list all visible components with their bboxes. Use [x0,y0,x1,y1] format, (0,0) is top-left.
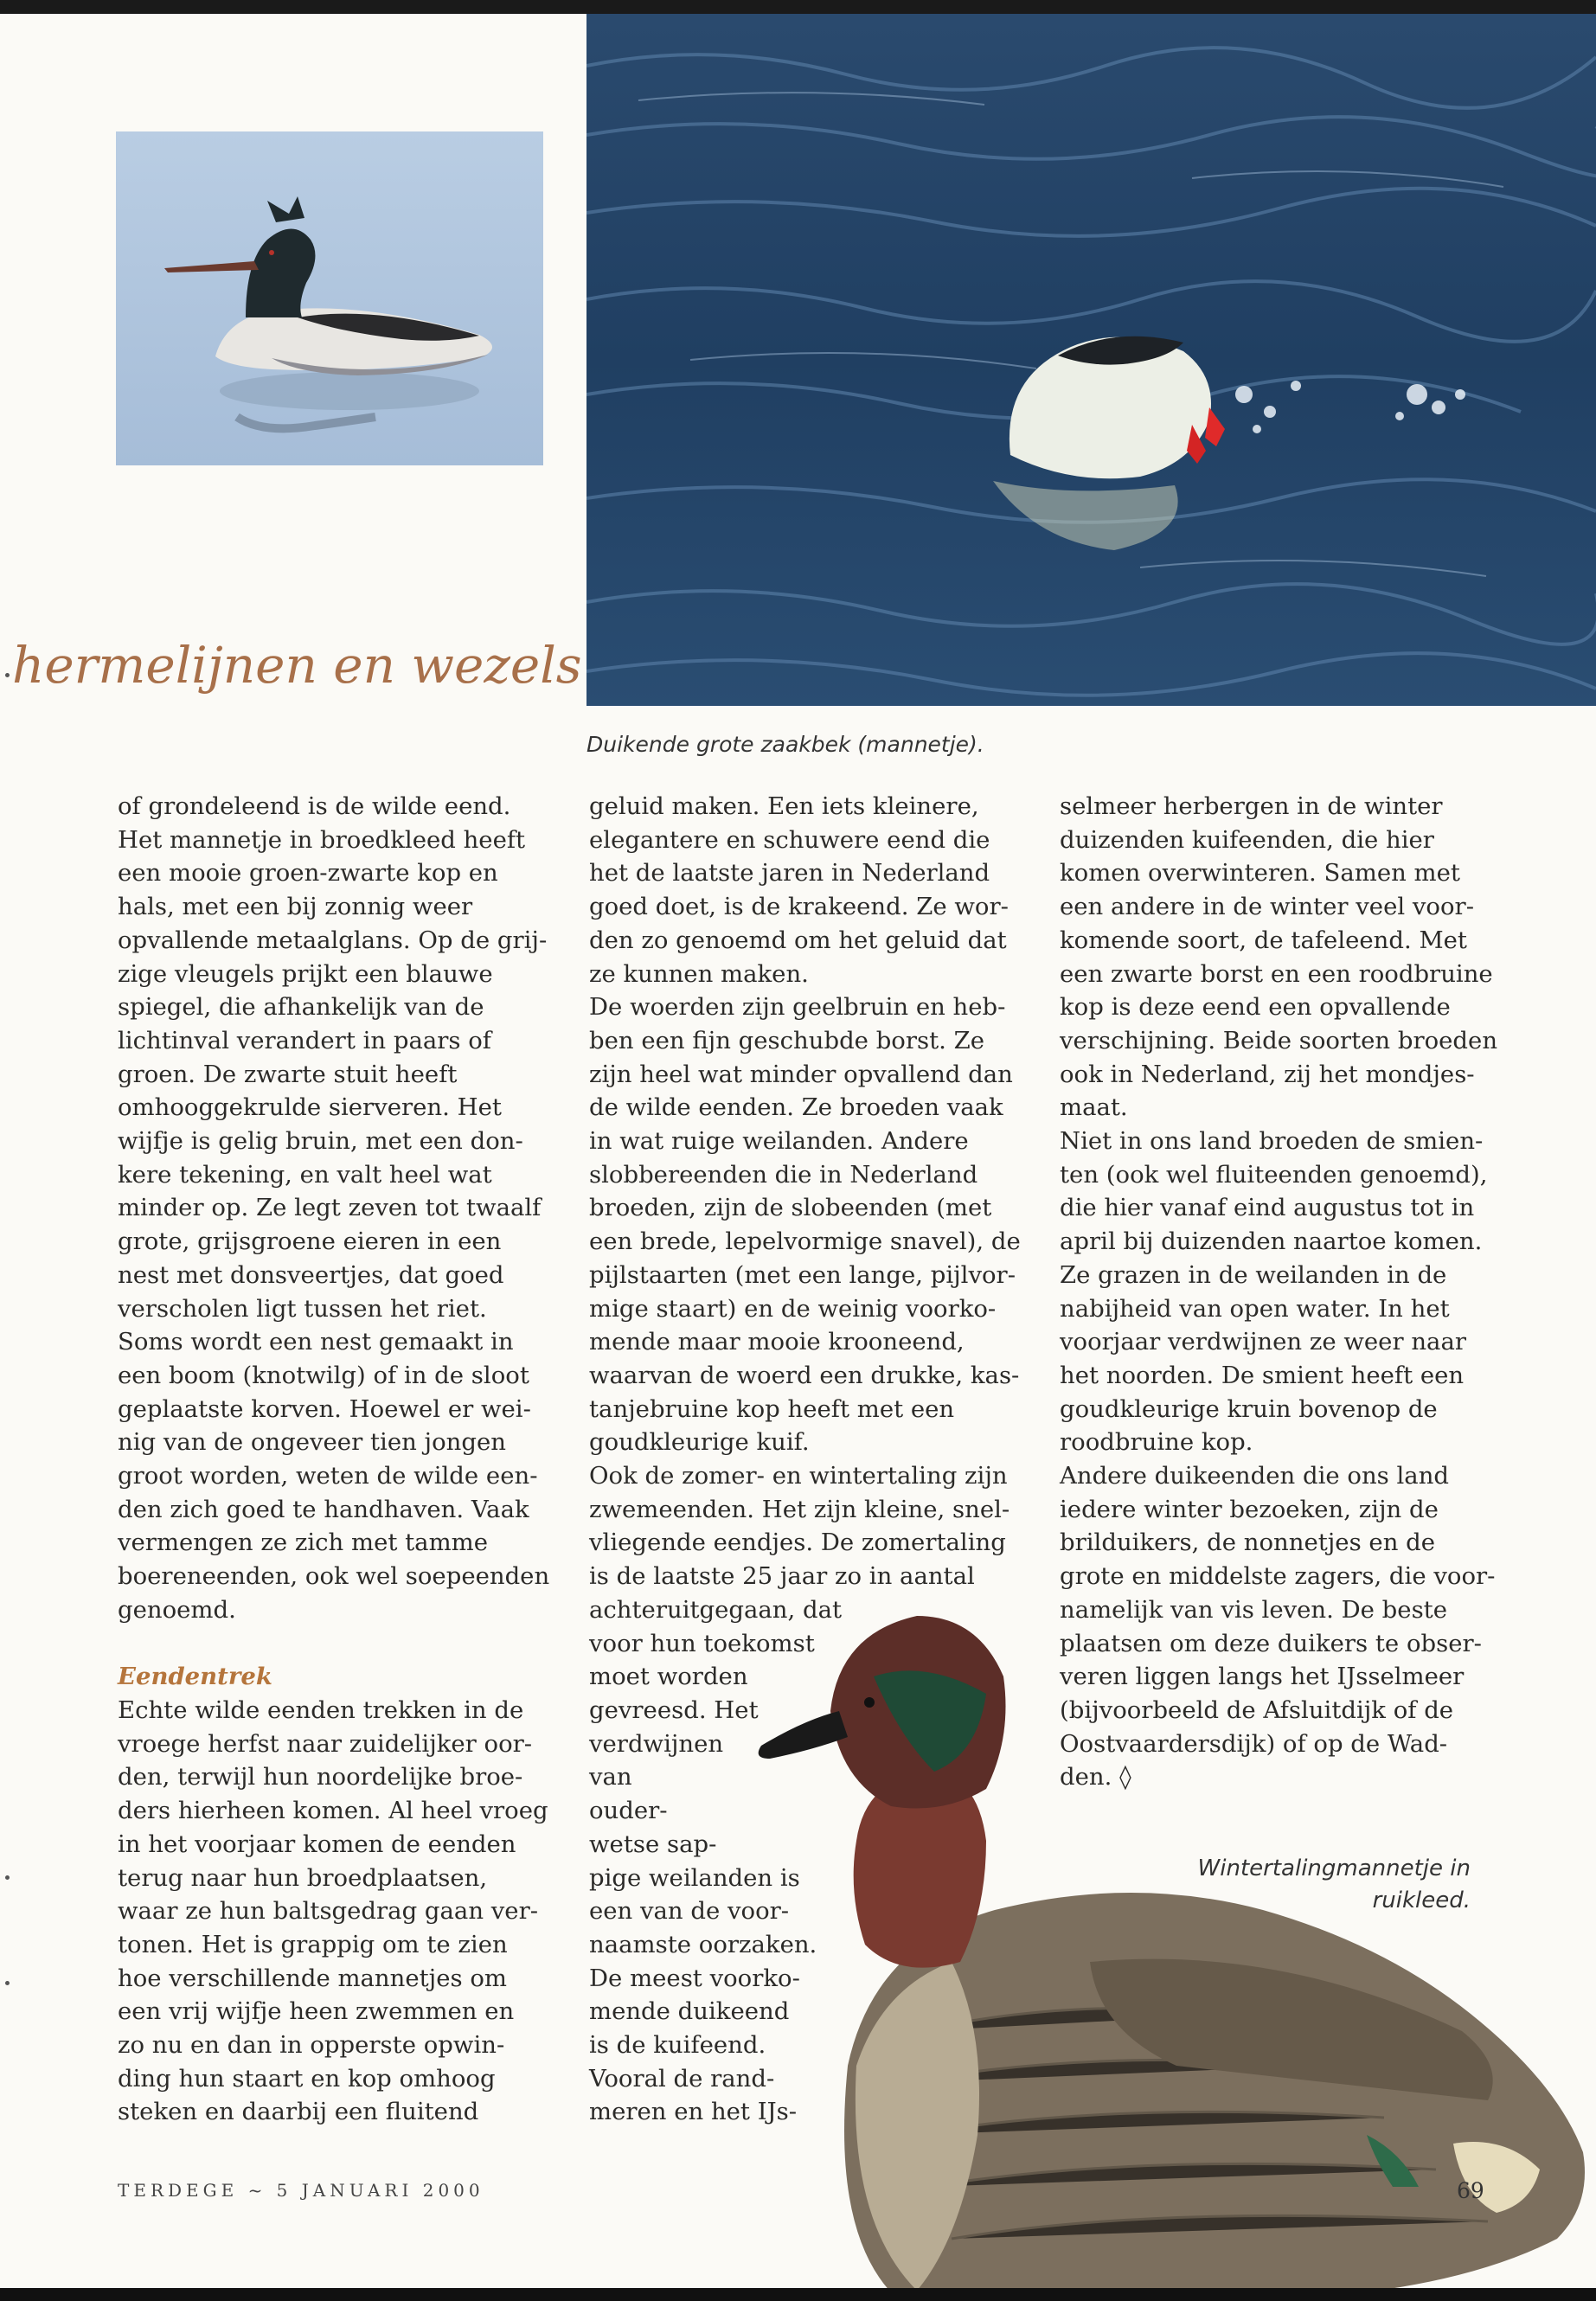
text-line: pige weilanden is [589,1863,800,1892]
text-line: den. ◊ [1060,1763,1131,1791]
text-line: terug naar hun broedplaatsen, [118,1863,488,1892]
text-line: een boom (knotwilg) of in de sloot [118,1361,529,1389]
text-line: roodbruine kop. [1060,1428,1253,1457]
text-line: nig van de ongeveer tien jongen [118,1428,506,1457]
text-line: duizenden kuifeenden, die hier [1060,825,1434,854]
text-line: hoe verschillende mannetjes om [118,1964,507,1992]
text-line: ouder- [589,1797,668,1825]
text-line: ders hierheen komen. Al heel vroeg [118,1797,548,1825]
text-line: een andere in de winter veel voor- [1060,893,1474,921]
margin-mark [5,1981,10,1985]
text-line: ze kunnen maken. [589,959,809,988]
text-line: in wat ruige weilanden. Andere [589,1127,969,1156]
text-line: grote en middelste zagers, die voor- [1060,1562,1496,1591]
text-line: een zwarte borst en een roodbruine [1060,959,1493,988]
text-line: nabijheid van open water. In het [1060,1294,1450,1323]
text-line: mende maar mooie krooneend, [589,1328,965,1356]
text-line: mige staart) en de weinig voorko- [589,1294,997,1323]
text-line: Andere duikeenden die ons land [1060,1462,1450,1490]
text-line: zo nu en dan in opperste opwin- [118,2031,505,2060]
text-line: den zich goed te handhaven. Vaak [118,1495,529,1523]
text-line: het de laatste jaren in Nederland [589,859,990,888]
text-line: komende soort, de tafeleend. Met [1060,926,1467,954]
spacer [118,1627,550,1661]
text-line: waarvan de woerd een drukke, kas- [589,1361,1020,1389]
text-column-2 [589,790,1039,2129]
margin-mark [5,1875,10,1880]
page-number: 69 [1457,2178,1484,2203]
text-line: in het voorjaar komen de eenden [118,1830,516,1858]
text-line: een brede, lepelvormige snavel), de [589,1227,1021,1256]
text-line: brilduikers, de nonnetjes en de [1060,1529,1436,1557]
text-line: broeden, zijn de slobeenden (met [589,1194,992,1222]
text-column-3 [1060,790,1509,1794]
text-line: een mooie groen-zwarte kop en [118,859,498,888]
text-line: goed doet, is de krakeend. Ze wor- [589,893,1009,921]
photo-caption-top: Duikende grote zaakbek (mannetje). [586,732,984,757]
text-column-1 [118,790,550,2129]
text-line: zijn heel wat minder opvallend dan [589,1060,1013,1088]
text-line: nest met donsveertjes, dat goed [118,1260,504,1289]
diving-merganser-photo [586,14,1596,706]
text-line: plaatsen om deze duikers te obser- [1060,1629,1482,1657]
text-line: geplaatste korven. Hoewel er wei- [118,1394,531,1423]
text-line: opvallende metaalglans. Op de grij- [118,926,548,954]
text-line: verscholen ligt tussen het riet. [118,1294,487,1323]
merganser-photo [116,131,543,465]
caption-line: Wintertalingmannetje in [1197,1856,1471,1881]
text-line: moet worden [589,1663,748,1691]
text-line: goudkleurige kuif. [589,1428,810,1457]
text-line: vliegende eendjes. De zomertaling [589,1529,1006,1557]
text-line: De meest voorko- [589,1964,800,1992]
text-line: vroege herfst naar zuidelijker oor- [118,1729,533,1758]
caption-line: ruikleed. [1372,1888,1471,1913]
subheading: Eendentrek [118,1663,272,1691]
text-line: maat. [1060,1093,1128,1122]
text-line: gevreesd. Het [589,1695,759,1724]
text-line: den zo genoemd om het geluid dat [589,926,1007,954]
text-line: Ze grazen in de weilanden in de [1060,1260,1447,1289]
text-line: van [589,1763,632,1791]
photo-caption-teal [1125,1853,1471,1917]
text-line: is de kuifeend. [589,2031,766,2060]
text-line: geluid maken. Een iets kleinere, [589,792,979,820]
text-line: waar ze hun baltsgedrag gaan ver- [118,1897,539,1926]
text-line: spiegel, die afhankelijk van de [118,993,484,1022]
text-line: Soms wordt een nest gemaakt in [118,1328,514,1356]
text-line: grote, grijsgroene eieren in een [118,1227,502,1256]
text-line: komen overwinteren. Samen met [1060,859,1460,888]
text-line: tonen. Het is grappig om te zien [118,1930,508,1958]
text-line: Ook de zomer- en wintertaling zijn [589,1462,1008,1490]
text-line: Het mannetje in broedkleed heeft [118,825,526,854]
text-line: slobbereenden die in Nederland [589,1160,978,1189]
text-line: Niet in ons land broeden de smien- [1060,1127,1484,1156]
text-line: goudkleurige kruin bovenop de [1060,1394,1438,1423]
text-line: De woerden zijn geelbruin en heb- [589,993,1006,1022]
text-line: minder op. Ze legt zeven tot twaalf [118,1194,542,1222]
text-line: omhooggekrulde sierveren. Het [118,1093,502,1122]
text-line: den, terwijl hun noordelijke broe- [118,1763,523,1791]
text-line: Vooral de rand- [589,2064,775,2093]
text-line: het noorden. De smient heeft een [1060,1361,1465,1389]
text-line: die hier vanaf eind augustus tot in [1060,1194,1475,1222]
text-line: hals, met een bij zonnig weer [118,893,473,921]
text-line: de wilde eenden. Ze broeden vaak [589,1093,1003,1122]
text-line: is de laatste 25 jaar zo in aantal [589,1562,975,1591]
text-line: steken en daarbij een fluitend [118,2098,479,2126]
text-line: lichtinval verandert in paars of [118,1026,491,1054]
top-edge [0,0,1596,14]
text-line: een van de voor- [589,1897,790,1926]
text-line: achteruitgegaan, dat [589,1595,843,1624]
text-line: boereneenden, ook wel soepeenden [118,1562,550,1591]
text-line: genoemd. [118,1595,236,1624]
margin-mark [5,673,10,677]
text-line: voorjaar verdwijnen ze weer naar [1060,1328,1466,1356]
footer-magazine-date: TERDEGE ~ 5 JANUARI 2000 [118,2180,484,2201]
text-line: ten (ook wel fluiteenden genoemd), [1060,1160,1488,1189]
text-line: kop is deze eend een opvallende [1060,993,1451,1022]
section-title: hermelijnen en wezels [12,636,582,695]
text-line: ben een fijn geschubde borst. Ze [589,1026,985,1054]
text-line: Oostvaardersdijk) of op de Wad- [1060,1729,1448,1758]
text-line: zwemeenden. Het zijn kleine, snel- [589,1495,1010,1523]
text-line: ook in Nederland, zij het mondjes- [1060,1060,1475,1088]
text-line: (bijvoorbeeld de Afsluitdijk of de [1060,1695,1454,1724]
text-line: tanjebruine kop heeft met een [589,1394,955,1423]
text-line: groen. De zwarte stuit heeft [118,1060,458,1088]
text-line: of grondeleend is de wilde eend. [118,792,511,820]
text-line: een vrij wijfje heen zwemmen en [118,1997,515,2026]
text-line: namelijk van vis leven. De beste [1060,1595,1448,1624]
text-line: voor hun toekomst [589,1629,815,1657]
text-line: naamste oorzaken. [589,1930,817,1958]
text-line: mende duikeend [589,1997,790,2026]
text-line: Echte wilde eenden trekken in de [118,1695,524,1724]
text-line: april bij duizenden naartoe komen. [1060,1227,1483,1256]
text-line: wetse sap- [589,1830,717,1858]
text-line: groot worden, weten de wilde een- [118,1462,538,1490]
bottom-edge [0,2288,1596,2301]
text-line: pijlstaarten (met een lange, pijlvor- [589,1260,1016,1289]
text-line: verschijning. Beide soorten broeden [1060,1026,1498,1054]
text-line: wijfje is gelig bruin, met een don- [118,1127,523,1156]
text-line: selmeer herbergen in de winter [1060,792,1443,820]
text-line: elegantere en schuwere eend die [589,825,990,854]
text-line: zige vleugels prijkt een blauwe [118,959,493,988]
text-line: ding hun staart en kop omhoog [118,2064,496,2093]
text-line: vermengen ze zich met tamme [118,1529,489,1557]
text-line: veren liggen langs het IJsselmeer [1060,1663,1465,1691]
text-line: meren en het IJs- [589,2098,798,2126]
text-line: verdwijnen [589,1729,724,1758]
text-line: iedere winter bezoeken, zijn de [1060,1495,1439,1523]
text-line: kere tekening, en valt heel wat [118,1160,492,1189]
